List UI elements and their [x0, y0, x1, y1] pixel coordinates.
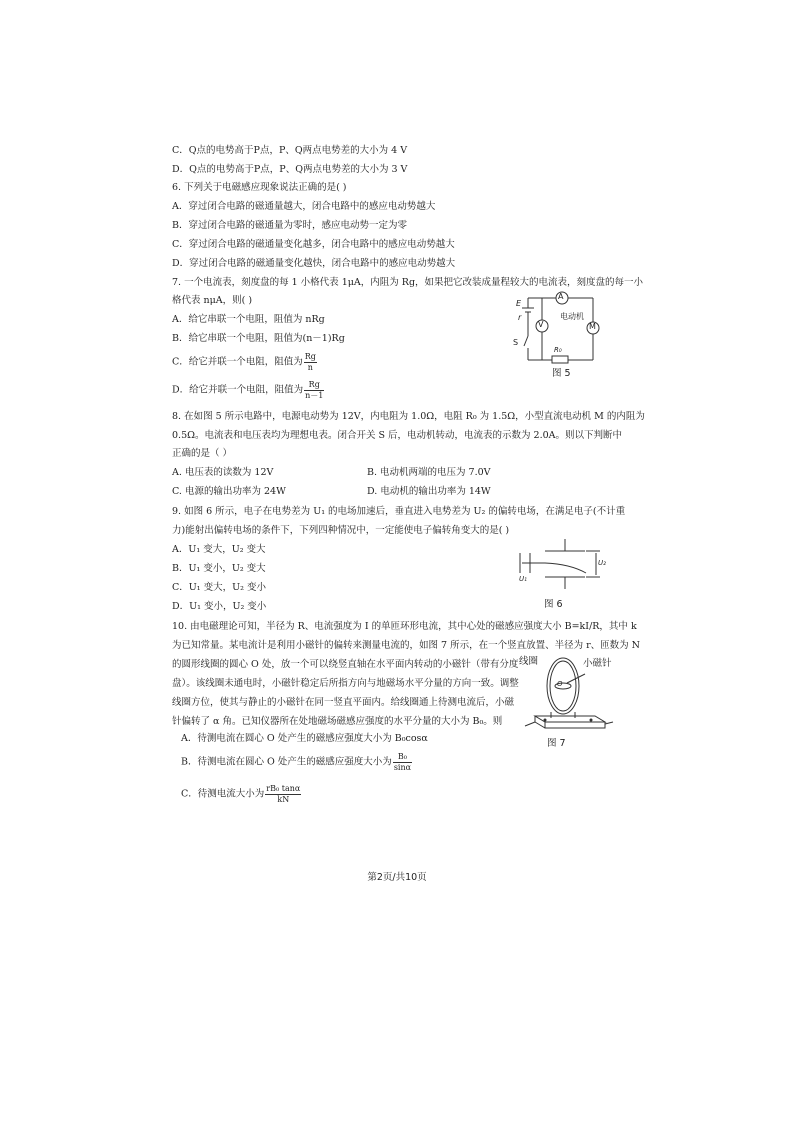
option-q7-a: A．给它串联一个电阻，阻值为 nRg — [172, 314, 325, 325]
fraction-denominator: kN — [277, 794, 290, 804]
figure-6-deflection — [510, 525, 610, 615]
question-10-line5: 线圈方位，使其与静止的小磁针在同一竖直平面内。给线圈通上待测电流后，小磁 — [172, 697, 515, 708]
question-8-line2: 0.5Ω。电流表和电压表均为理想电表。闭合开关 S 后，电动机转动，电流表的示数为 2.0A。则以下判断中 — [172, 430, 623, 441]
voltmeter-label: V — [538, 320, 544, 329]
option-q8-b: B. 电动机两端的电压为 7.0V — [367, 467, 491, 478]
resistor-label: R₀ — [554, 346, 562, 354]
fraction — [393, 752, 412, 772]
needle-label: 小磁针 — [583, 658, 612, 669]
option-q9-b: B．U₁ 变小，U₂ 变大 — [172, 563, 266, 574]
question-9-line1: 9. 如图 6 所示，电子在电势差为 U₁ 的电场加速后，垂直进入电势差为 U₂ 的偏转电场，在满足电子(不计重 — [172, 506, 626, 517]
option-q10-b — [181, 752, 412, 772]
option-q9-a: A．U₁ 变大，U₂ 变大 — [172, 544, 266, 555]
question-10-line3: 的圆形线圈的圆心 O 处，放一个可以绕竖直轴在水平面内转动的小磁针（带有分度 — [172, 659, 519, 670]
option-q5-c: C．Q点的电势高于P点，P、Q两点电势差的大小为 4 V — [172, 145, 408, 156]
ammeter-label: A — [558, 292, 564, 301]
fraction-numerator: Rg — [304, 380, 324, 391]
option-q8-a: A. 电压表的读数为 12V — [172, 467, 274, 478]
option-q7-c — [172, 352, 317, 372]
option-q5-d: D．Q点的电势高于P点，P、Q两点电势差的大小为 3 V — [172, 164, 408, 175]
fraction-denominator: n — [307, 362, 313, 372]
motor-symbol-label: M — [589, 322, 596, 331]
question-9-line2: 力)能射出偏转电场的条件下，下列四种情况中，一定能使电子偏转角变大的是( ) — [172, 525, 510, 536]
question-7-line1: 7. 一个电流表，刻度盘的每 1 小格代表 1μA，内阻为 Rg，如果把它改装成量程较大的电流表，刻度盘的每一小 — [172, 277, 644, 288]
fraction-numerator: Rg — [304, 352, 316, 361]
option-q8-c: C. 电源的输出功率为 24W — [172, 486, 286, 497]
fraction-denominator: sinα — [393, 762, 412, 772]
option-q7-d-text: D．给它并联一个电阻，阻值为 — [172, 384, 304, 396]
coil-label: 线圈 — [519, 656, 539, 667]
option-q10-b-text: B．待测电流在圆心 O 处产生的磁感应强度大小为 — [181, 756, 392, 768]
figure-5-circuit — [510, 288, 610, 384]
fraction-numerator: B₀ — [393, 752, 412, 763]
switch-label: S — [513, 338, 519, 347]
question-6: 6. 下列关于电磁感应现象说法正确的是( ) — [172, 182, 347, 193]
question-10-line6: 针偏转了 α 角。已知仪器所在处地磁场磁感应强度的水平分量的大小为 B₀。则 — [172, 716, 503, 727]
option-q9-d: D．U₁ 变小，U₂ 变小 — [172, 601, 267, 612]
figure-5-caption: 图 5 — [552, 368, 571, 379]
u2-label: U₂ — [598, 559, 606, 567]
deflection-diagram — [510, 525, 610, 595]
option-q7-b: B．给它串联一个电阻，阻值为(n－1)Rg — [172, 333, 345, 344]
fraction-numerator: rB₀ tanα — [266, 784, 301, 793]
option-q7-d — [172, 380, 324, 400]
question-8-line3: 正确的是（ ） — [172, 448, 233, 459]
figure-7-caption: 图 7 — [547, 738, 566, 749]
fraction — [265, 784, 301, 804]
option-q9-c: C．U₁ 变大，U₂ 变小 — [172, 582, 266, 593]
question-10-line2: 为已知常量。某电流计是利用小磁针的偏转来测量电流的，如图 7 所示，在一个竖直放置、半径为 r、匝数为 N — [172, 640, 640, 651]
option-q7-c-text: C．给它并联一个电阻，阻值为 — [172, 356, 303, 368]
option-q6-d: D．穿过闭合电路的磁通量变化越快，闭合电路中的感应电动势越大 — [172, 258, 456, 269]
option-q6-c: C．穿过闭合电路的磁通量变化越多，闭合电路中的感应电动势越大 — [172, 239, 455, 250]
option-q6-b: B．穿过闭合电路的磁通量为零时，感应电动势一定为零 — [172, 220, 407, 231]
figure-7-galvanometer — [515, 650, 615, 756]
motor-text-label: 电动机 — [560, 312, 584, 321]
option-q10-c — [181, 784, 301, 804]
option-q10-c-text: C．待测电流大小为 — [181, 788, 265, 800]
option-q10-a: A．待测电流在圆心 O 处产生的磁感应强度大小为 B₀cosα — [181, 733, 428, 744]
fraction-denominator: n－1 — [305, 390, 324, 400]
fraction — [304, 380, 324, 400]
page-footer: 第2页/共10页 — [367, 872, 427, 883]
center-o-label: O — [557, 680, 563, 688]
internal-resistance-label: r — [518, 313, 522, 322]
figure-6-caption: 图 6 — [544, 599, 563, 610]
question-10-line1: 10. 由电磁理论可知，半径为 R、电流强度为 I 的单匝环形电流，其中心处的磁感应强度大小 B=kI/R，其中 k — [172, 621, 637, 632]
option-q8-d: D. 电动机的输出功率为 14W — [367, 486, 491, 497]
emf-label: E — [516, 299, 522, 308]
question-7-line2: 格代表 nμA，则( ) — [172, 295, 253, 306]
fraction — [304, 352, 317, 372]
question-10-line4: 盘）。该线圈未通电时，小磁针稳定后所指方向与地磁场水平分量的方向一致。调整 — [172, 678, 519, 689]
u1-label: U₁ — [519, 575, 527, 583]
option-q6-a: A．穿过闭合电路的磁通量越大，闭合电路中的感应电动势越大 — [172, 201, 436, 212]
question-8-line1: 8. 在如图 5 所示电路中，电源电动势为 12V，内电阻为 1.0Ω，电阻 R₀ 为 1.5Ω，小型直流电动机 M 的内阻为 — [172, 411, 645, 422]
